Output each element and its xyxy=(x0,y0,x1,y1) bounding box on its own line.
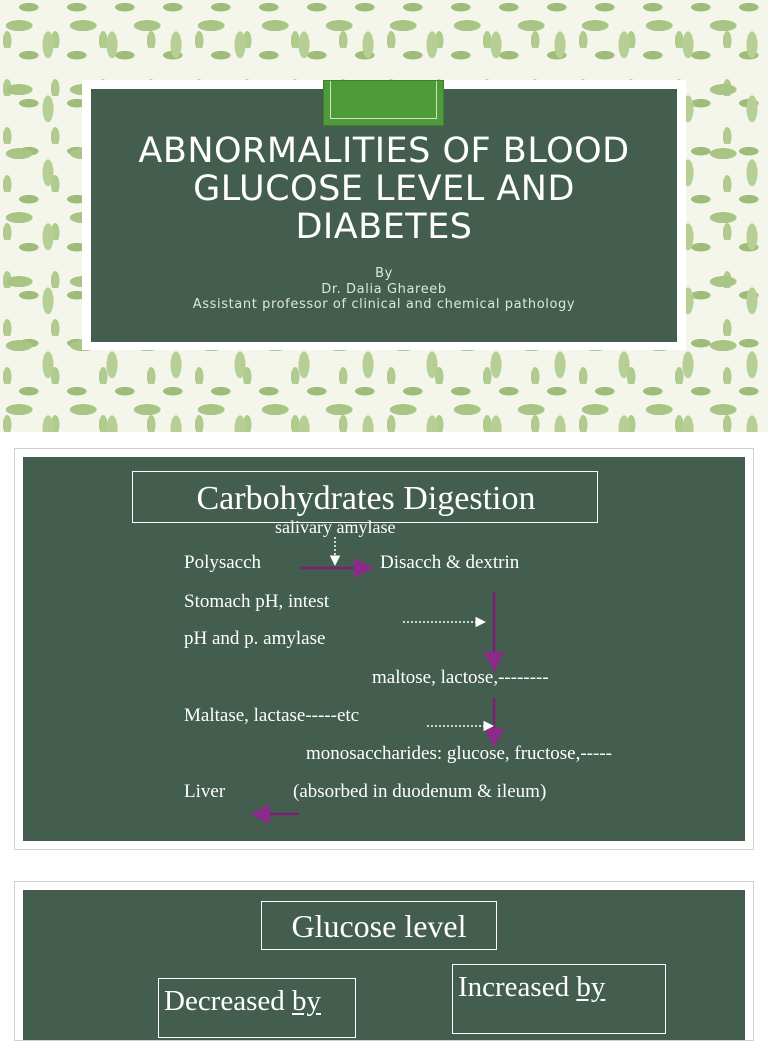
maltase-label: Maltase, lactase-----etc xyxy=(184,705,360,726)
glucose-title-box xyxy=(261,901,497,950)
ph-amylase-label: pH and p. amylase xyxy=(184,628,326,649)
title-line-1: ABNORMALITIES OF BLOOD xyxy=(138,131,630,171)
by-label: By xyxy=(375,266,393,281)
maltose-label: maltose, lactose,-------- xyxy=(372,667,549,688)
salivary-amylase-label: salivary amylase xyxy=(275,517,396,537)
monosaccharides-label: monosaccharides: glucose, fructose,----- xyxy=(306,743,612,764)
digestion-arrows xyxy=(23,457,745,841)
decorative-tab xyxy=(323,80,444,126)
increased-label: Increased by xyxy=(458,971,606,1003)
decreased-box xyxy=(158,978,356,1038)
decreased-label: Decreased by xyxy=(164,985,321,1017)
digestion-slide xyxy=(14,448,754,850)
byline xyxy=(91,266,677,313)
liver-label: Liver xyxy=(184,781,226,802)
stomach-label: Stomach pH, intest xyxy=(184,591,330,612)
glucose-level-slide xyxy=(14,881,754,1041)
absorbed-label: (absorbed in duodenum & ileum) xyxy=(293,781,547,802)
digestion-panel xyxy=(23,457,745,841)
title-line-3: DIABETES xyxy=(295,207,473,247)
glucose-panel xyxy=(23,890,745,1040)
glucose-title: Glucose level xyxy=(291,908,467,944)
author-name: Dr. Dalia Ghareeb xyxy=(321,281,447,297)
disacch-label: Disacch & dextrin xyxy=(380,552,520,573)
presentation-title xyxy=(91,132,677,246)
author-position: Assistant professor of clinical and chemical pathology xyxy=(192,297,576,312)
title-line-2: GLUCOSE LEVEL AND xyxy=(193,169,575,209)
polysacch-label: Polysacch xyxy=(184,552,262,573)
digestion-title: Carbohydrates Digestion xyxy=(196,480,536,517)
title-slide xyxy=(0,0,768,432)
